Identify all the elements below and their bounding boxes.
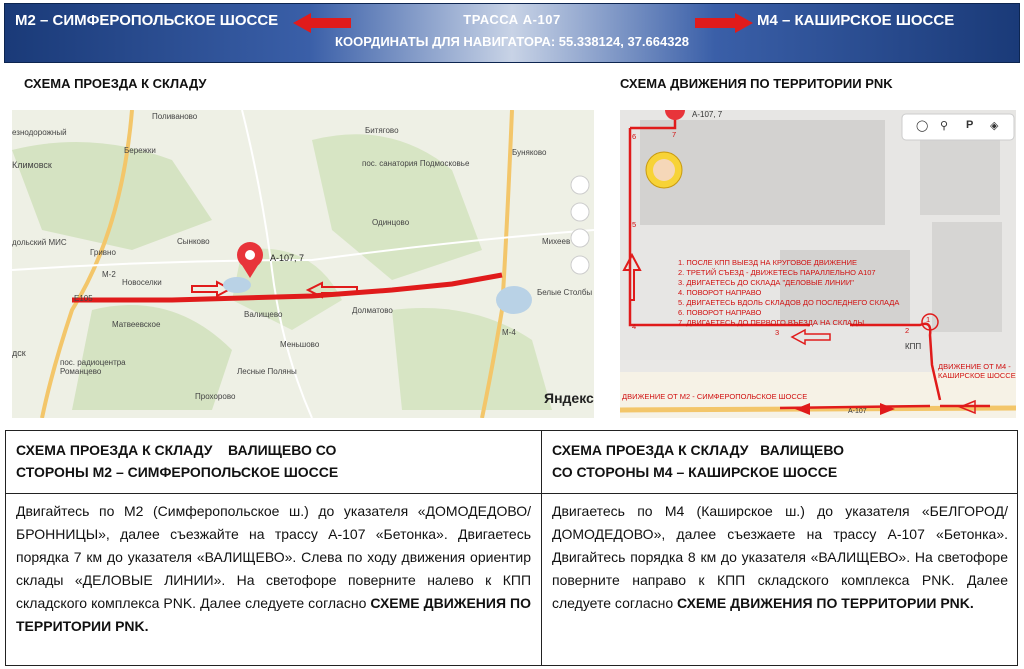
route-number: 4	[632, 322, 637, 331]
pin-label: А-107, 7	[692, 110, 723, 119]
place-label: Белые Столбы	[537, 288, 593, 297]
directions-text: Двигайтесь по М2 (Симферопольское ш.) до указателя «ДОМОДЕДОВО/БРОННИЦЫ», далее съезжайте на трассу А-107 «Бетонка». Двигаетесь порядка 7 км до указателя «ВАЛИЩЕВО». Слева по ходу движения ориентир склады «ДЕЛОВЫЕ ЛИНИИ». На светофоре поверните налево к КПП складского комплекса PNK. Далее следуете согласно	[16, 503, 531, 611]
place-label: Е105	[74, 294, 93, 303]
route-number: 1	[926, 315, 931, 324]
place-label: Буняково	[512, 148, 547, 157]
route-step: 7. ДВИГАЕТЕСЬ ДО ПЕРВОГО ВЪЕЗДА НА СКЛАДЫ	[678, 318, 865, 327]
pin-label: А-107, 7	[270, 253, 305, 263]
directions-text-bold: СХЕМЕ ДВИЖЕНИЯ ПО ТЕРРИТОРИИ PNK.	[16, 595, 532, 634]
map-control-icon[interactable]: P	[966, 119, 974, 131]
header-banner	[4, 3, 1020, 63]
place-label: Матвеевское	[112, 320, 161, 329]
directions-from-m2	[6, 431, 542, 665]
map-control-icon[interactable]: ⚲	[940, 120, 949, 132]
directions-table	[5, 430, 1018, 666]
place-label: Сынково	[177, 237, 210, 246]
directions-m4-heading	[542, 431, 1018, 494]
directions-from-m4	[542, 431, 1018, 665]
banner-route-label: ТРАССА А-107	[463, 12, 561, 27]
banner-m2-label: М2 – СИМФЕРОПОЛЬСКОЕ ШОССЕ	[15, 12, 279, 29]
route-step: 2. ТРЕТИЙ СЪЕЗД - ДВИЖЕТЕСЬ ПАРАЛЛЕЛЬНО А107	[678, 268, 876, 277]
section-title-territory: СХЕМА ДВИЖЕНИЯ ПО ТЕРРИТОРИИ PNK	[620, 76, 893, 91]
place-label: М-4	[502, 328, 516, 337]
route-number: 2	[905, 326, 910, 335]
route-step: 1. ПОСЛЕ КПП ВЫЕЗД НА КРУГОВОЕ ДВИЖЕНИЕ	[678, 258, 857, 267]
checkpoint-label: КПП	[905, 342, 922, 351]
place-label: дск	[12, 348, 26, 358]
place-label: М-2	[102, 270, 116, 279]
directions-m2-heading	[6, 431, 541, 494]
route-number: 3	[775, 328, 780, 337]
banner-coordinates: КООРДИНАТЫ ДЛЯ НАВИГАТОРА: 55.338124, 37.664328	[335, 34, 689, 49]
map-control-icon[interactable]: ◯	[916, 120, 929, 132]
directions-m4-text	[542, 494, 1018, 621]
route-step: 6. ПОВОРОТ НАПРАВО	[678, 308, 762, 317]
route-map[interactable]	[12, 110, 594, 418]
place-label: Одинцово	[372, 218, 410, 227]
place-label: Меньшово	[280, 340, 320, 349]
place-label: Долматово	[352, 306, 393, 315]
section-title-route: СХЕМА ПРОЕЗДА К СКЛАДУ	[24, 76, 207, 91]
place-label: езнодорожный	[12, 128, 67, 137]
route-step: 4. ПОВОРОТ НАПРАВО	[678, 288, 762, 297]
m2-direction-caption: ДВИЖЕНИЕ ОТ М2 - СИМФЕРОПОЛЬСКОЕ ШОССЕ	[622, 392, 808, 401]
place-label: Климовск	[12, 160, 52, 170]
directions-text: Двигаетесь по М4 (Каширское ш.) до указателя «БЕЛГОРОД/ДОМОДЕДОВО», далее съезжаете на трассу А-107 «Бетонка». Двигайтесь порядка 8 км до указателя «ВАЛИЩЕВО». На светофоре поверните направо к КПП складского комплекса PNK. Далее следуете согласно	[552, 503, 1008, 611]
place-label: пос. радиоцентра Романцево	[60, 358, 126, 376]
route-step: 3. ДВИГАЕТЕСЬ ДО СКЛАДА "ДЕЛОВЫЕ ЛИНИИ"	[678, 278, 854, 287]
road-label: А-107	[848, 408, 867, 415]
route-number: 5	[632, 220, 637, 229]
route-number: 6	[632, 132, 637, 141]
route-step: 5. ДВИГАЕТЕСЬ ВДОЛЬ СКЛАДОВ ДО ПОСЛЕДНЕГО СКЛАДА	[678, 298, 900, 307]
heading-line: СТОРОНЫ М2 – СИМФЕРОПОЛЬСКОЕ ШОССЕ	[16, 464, 339, 480]
banner-m4-label: М4 – КАШИРСКОЕ ШОССЕ	[757, 12, 955, 29]
heading-line: СХЕМА ПРОЕЗДА К СКЛАДУ ВАЛИЩЕВО	[552, 442, 845, 458]
place-label: Лесные Поляны	[237, 367, 297, 376]
place-label: пос. санатория Подмосковье	[362, 159, 470, 168]
directions-m2-text	[6, 494, 541, 644]
place-label: Валищево	[244, 310, 283, 319]
yandex-logo: Яндекс	[544, 390, 594, 406]
route-number: 7	[672, 130, 677, 139]
place-label: дольский МИС	[12, 238, 67, 247]
territory-map[interactable]	[620, 110, 1016, 418]
m4-direction-caption: ДВИЖЕНИЕ ОТ М4 - КАШИРСКОЕ ШОССЕ	[938, 362, 1016, 380]
place-label: Новоселки	[122, 278, 162, 287]
place-label: Михеев	[542, 237, 571, 246]
place-label: Поливаново	[152, 112, 198, 121]
map-control-icon[interactable]: ◈	[990, 120, 999, 132]
heading-line: СХЕМА ПРОЕЗДА К СКЛАДУ ВАЛИЩЕВО СО	[16, 442, 337, 458]
place-label: Гривно	[90, 248, 116, 257]
place-label: Прохорово	[195, 392, 236, 401]
place-label: Бережки	[124, 146, 156, 155]
place-label: Битягово	[365, 126, 399, 135]
directions-text-bold: СХЕМЕ ДВИЖЕНИЯ ПО ТЕРРИТОРИИ PNK.	[677, 595, 974, 611]
arrow-right-icon	[695, 13, 753, 33]
heading-line: СО СТОРОНЫ М4 – КАШИРСКОЕ ШОССЕ	[552, 464, 838, 480]
